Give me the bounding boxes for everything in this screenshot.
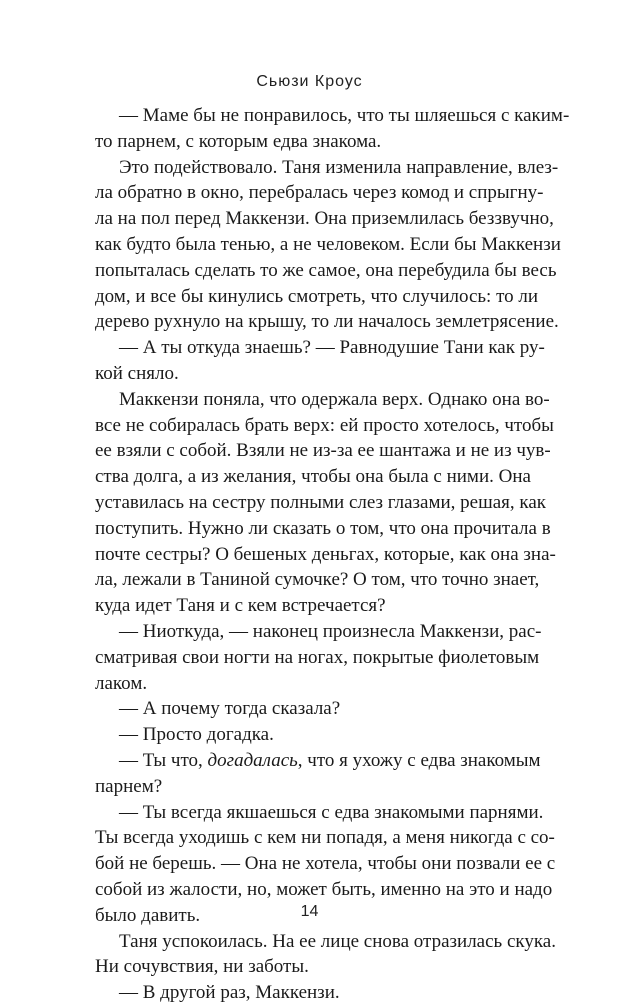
text-line: попыталась сделать то же самое, она перебудила бы весь — [95, 259, 557, 281]
text-line — [95, 748, 541, 774]
text-line: ее взяли с собой. Взяли не из-за ее шантажа и не из чув- — [95, 440, 551, 462]
text-line: Маккензи поняла, что одержала верх. Однако она во- — [119, 388, 550, 410]
text-line: — А ты откуда знаешь? — Равнодушие Тани как ру- — [119, 337, 545, 359]
text-line: Ни сочувствия, ни заботы. — [95, 956, 309, 978]
text-run: , что я ухожу с едва знакомым — [297, 749, 541, 771]
text-line: то парнем, с которым едва знакома. — [95, 130, 382, 152]
running-head-title: Сьюзи Кроус — [256, 73, 363, 90]
text-line: Таня успокоилась. На ее лице снова отразилась скука. — [119, 930, 556, 952]
text-line: — Ниоткуда, — наконец произнесла Маккензи, рас- — [119, 620, 542, 642]
text-line: было давить. — [95, 904, 201, 926]
text-line: — Ты всегда якшаешься с едва знакомыми парнями. — [119, 801, 544, 823]
text-line: Ты всегда уходишь с кем ни попадя, а меня никогда с со- — [95, 827, 555, 849]
text-line: все не собиралась брать верх: ей просто хотелось, чтобы — [95, 414, 554, 436]
text-line: ла, лежали в Таниной сумочке? О том, что точно знает, — [95, 569, 540, 591]
text-line: бой не берешь. — Она не хотела, чтобы они позвали ее с — [95, 853, 556, 875]
text-line: ла обратно в окно, перебралась через комод и спрыгну- — [95, 182, 544, 204]
text-line: кой сняло. — [95, 362, 179, 384]
text-line: сматривая свои ногти на ногах, покрытые фиолетовым — [95, 646, 540, 668]
text-line: куда идет Таня и с кем встречается? — [95, 595, 386, 617]
text-line: дом, и все бы кинулись смотреть, что случилось: то ли — [95, 285, 539, 307]
text-line: ла на пол перед Маккензи. Она приземлилась беззвучно, — [95, 208, 554, 230]
text-line: — А почему тогда сказала? — [119, 698, 341, 720]
text-line: парнем? — [95, 775, 163, 797]
text-line: Это подействовало. Таня изменила направление, влез- — [119, 156, 559, 178]
text-line: лаком. — [95, 672, 148, 694]
text-line: ства долга, а из желания, чтобы она была с ними. Она — [95, 466, 531, 488]
text-line: дерево рухнуло на крышу, то ли началось землетрясение. — [95, 311, 559, 333]
text-line: как будто была тенью, а не человеком. Если бы Маккензи — [95, 233, 561, 255]
page-number: 14 — [300, 903, 319, 920]
body-text — [95, 103, 570, 1006]
text-line: собой из жалости, но, может быть, именно на это и надо — [95, 878, 553, 900]
text-run: — Ты что, — [119, 749, 208, 771]
italic-emphasis: догадалась — [207, 749, 298, 771]
text-line: — Маме бы не понравилось, что ты шляешься с каким- — [119, 105, 570, 126]
text-line: поступить. Нужно ли сказать о том, что она прочитала в — [95, 517, 551, 539]
text-line: уставилась на сестру полными слез глазами, решая, как — [95, 491, 547, 513]
text-line: — В другой раз, Маккензи. — [119, 982, 340, 1004]
text-line: почте сестры? О бешеных деньгах, которые, как она зна- — [95, 543, 556, 565]
text-line: — Просто догадка. — [119, 724, 274, 746]
